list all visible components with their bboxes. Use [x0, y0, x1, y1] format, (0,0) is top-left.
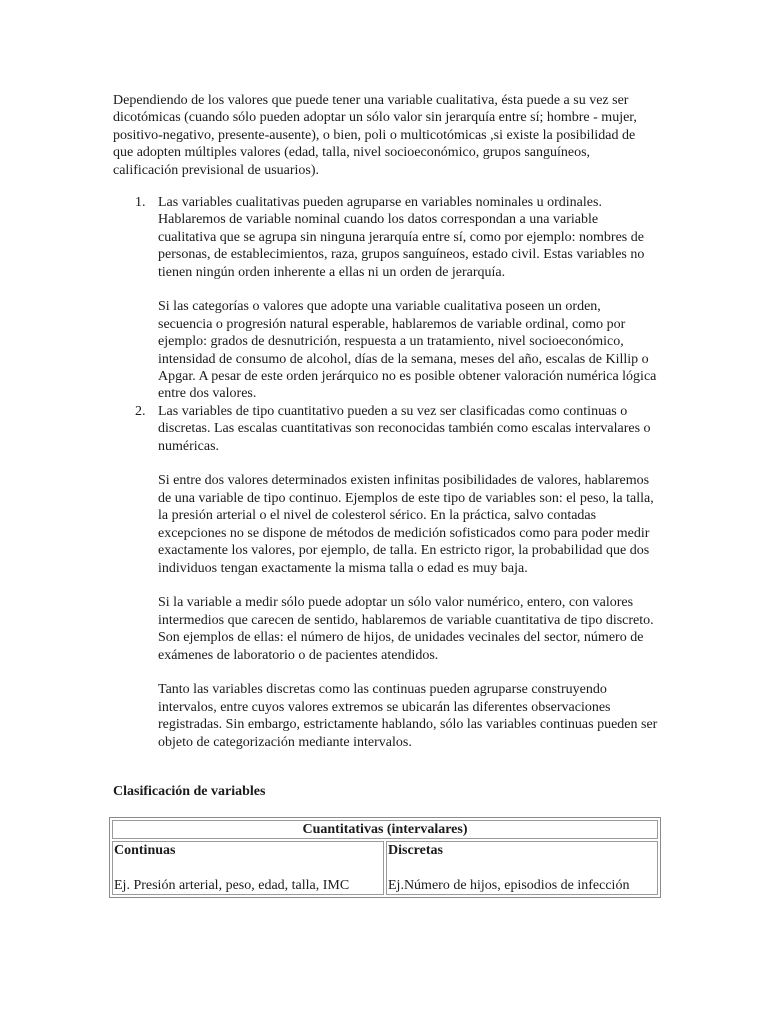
intro-paragraph: Dependiendo de los valores que puede tener una variable cualitativa, ésta puede a su vez ser dicotómicas (cuando sólo pueden adoptar un sólo valor sin jerarquía entre sí; hombre - mujer, positivo-negativo, presente-ausente), o bien, poli o multicotómicas ,si existe la posibilidad de que adopten múltiples valores (edad, talla, nivel socioeconómico, grupos sanguíneos, calificación previsional de usuarios). — [113, 93, 637, 178]
list-paragraph: Las variables cualitativas pueden agruparse en variables nominales u ordinales. Hablaremos de variable nominal cuando los datos correspondan a una variable cualitativa que se agrupa sin ninguna jerarquía entre sí, como por ejemplo: nombres de personas, de establecimientos, raza, grupos sanguíneos, estado civil. Estas variables no tienen ningún orden inherente a ellas ni un orden de jerarquía. — [158, 195, 645, 280]
column-example: Ej. Presión arterial, peso, edad, talla, IMC — [114, 877, 350, 893]
list-paragraph: Tanto las variables discretas como las continuas pueden agruparse construyendo intervalos, entre cuyos valores extremos se ubicarán las diferentes observaciones registradas. Sin embargo, estrictamente hablando, sólo las variables continuas pueden ser objeto de categorización mediante intervalos. — [158, 682, 658, 750]
column-name: Continuas — [114, 843, 176, 859]
column-name: Discretas — [388, 843, 443, 859]
variables-table — [109, 817, 661, 898]
list-item-number: 1. — [135, 195, 146, 210]
column-example: Ej.Número de hijos, episodios de infección — [388, 877, 630, 893]
table-header-row — [112, 820, 658, 839]
numbered-list — [113, 194, 658, 751]
list-paragraph: Si las categorías o valores que adopte una variable cualitativa poseen un orden, secuencia o progresión natural esperable, hablaremos de variable ordinal, como por ejemplo: grados de desnutrición, respuesta a un tratamiento, nivel socioeconómico, intensidad de consumo de alcohol, días de la semana, meses del año, escalas de Killip o Apgar. A pesar de este orden jerárquico no es posible obtener valoración numérica lógica entre dos valores. — [158, 299, 657, 402]
table-cell-continuas — [112, 841, 384, 895]
list-item — [113, 194, 658, 403]
list-paragraph: Si entre dos valores determinados existen infinitas posibilidades de valores, hablaremos de una variable de tipo continuo. Ejemplos de este tipo de variables son: el peso, la talla, la presión arterial o el nivel de colesterol sérico. En la práctica, salvo contadas excepciones no se dispone de métodos de medición sofisticados como para poder medir exactamente los valores, por ejemplo, de talla. En estricto rigor, la probabilidad que dos individuos tengan exactamente la misma talla o edad es muy baja. — [158, 473, 654, 576]
section-heading: Clasificación de variables — [113, 784, 266, 799]
list-paragraph: Si la variable a medir sólo puede adoptar un sólo valor numérico, entero, con valores intermedios que carecen de sentido, hablaremos de variable cuantitativa de tipo discreto. Son ejemplos de ellas: el número de hijos, de unidades vecinales del sector, número de exámenes de laboratorio o de pacientes atendidos. — [158, 595, 654, 663]
table-cell-discretas — [386, 841, 658, 895]
list-item — [113, 403, 658, 751]
list-paragraph: Las variables de tipo cuantitativo pueden a su vez ser clasificadas como continuas o discretas. Las escalas cuantitativas son reconocidas también como escalas intervalares o numéricas. — [158, 403, 651, 454]
table-header: Cuantitativas (intervalares) — [112, 820, 658, 839]
table-row — [112, 841, 658, 895]
list-item-number: 2. — [135, 403, 146, 419]
